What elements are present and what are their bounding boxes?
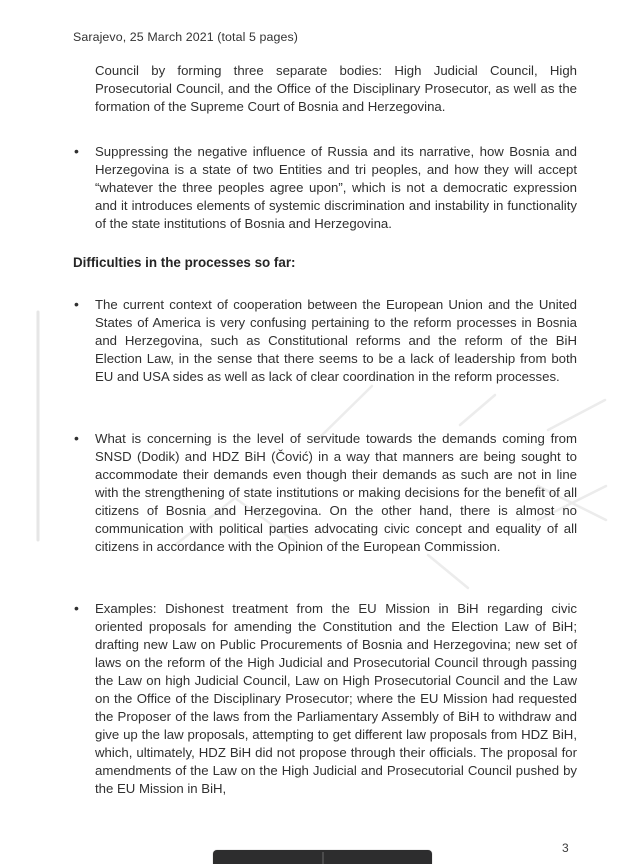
toolbar-divider: [322, 852, 324, 864]
bullet-text: The current context of cooperation between the European Union and the United States of America is very confusing pertaining to the reform processes in Bosnia and Herzegovina, such as Constitutional reforms and the reform of the BiH Election Law, in the sense that there seems to be a lack of leadership from both EU and USA sides as well as lack of clear coordination in the reform processes.: [95, 297, 577, 384]
bullet-marker: •: [74, 296, 79, 312]
bullet-marker: •: [74, 430, 79, 446]
bullet-item-examples: [73, 600, 577, 798]
section-heading: Difficulties in the processes so far:: [73, 255, 296, 270]
bullet-text: What is concerning is the level of servitude towards the demands coming from SNSD (Dodik) and HDZ BiH (Čović) in a way that manners are being sought to accommodate their demands even though their demands as such are not in line with the strengthening of state institutions or making decisions for the benefit of all citizens of Bosnia and Herzegovina. On the other hand, there is almost no communication with political parties advocating civic concept and equality of all citizens in accordance with the Opinion of the European Commission.: [95, 431, 577, 554]
bullet-item-cooperation: [73, 296, 577, 386]
bullet-text: Examples: Dishonest treatment from the EU Mission in BiH regarding civic oriented proposals for amending the Constitution and the Election Law of BiH; drafting new Law on Public Procurements of Bosnia and Herzegovina; new set of laws on the reform of the High Judicial and Prosecutorial Council through passing the Law on high Judicial Council, Law on High Prosecutorial Council and the Law on the Office of the Disciplinary Prosecutor; where the EU Mission had requested the Proposer of the laws from the Parliamentary Assembly of BiH to withdraw and give up the law proposals, attempting to get different law proposals from HDZ BiH, which, ultimately, HDZ BiH did not propose through their officials. The proposal for amendments of the Law on the High Judicial and Prosecutorial Council pushed by the EU Mission in BiH,: [95, 601, 577, 796]
continuation-paragraph: Council by forming three separate bodies: High Judicial Council, High Prosecutorial Council, and the Office of the Disciplinary Prosecutor, as well as the formation of the Supreme Court of Bosnia and Herzegovina.: [95, 63, 577, 114]
bullet-marker: •: [74, 143, 79, 159]
bullet-item-servitude: [73, 430, 577, 556]
page-number: 3: [562, 841, 569, 855]
date-line: Sarajevo, 25 March 2021 (total 5 pages): [73, 30, 298, 44]
bottom-toolbar[interactable]: [213, 850, 432, 864]
bullet-text: Suppressing the negative influence of Russia and its narrative, how Bosnia and Herzegovina is a state of two Entities and tri peoples, and how they will accept “whatever the three peoples agree upon”, which is not a democratic expression and it introduces elements of systemic discrimination and instability in functionality of the state institutions of Bosnia and Herzegovina.: [95, 144, 577, 231]
bullet-item-russia: [73, 143, 577, 233]
bullet-marker: •: [74, 600, 79, 616]
